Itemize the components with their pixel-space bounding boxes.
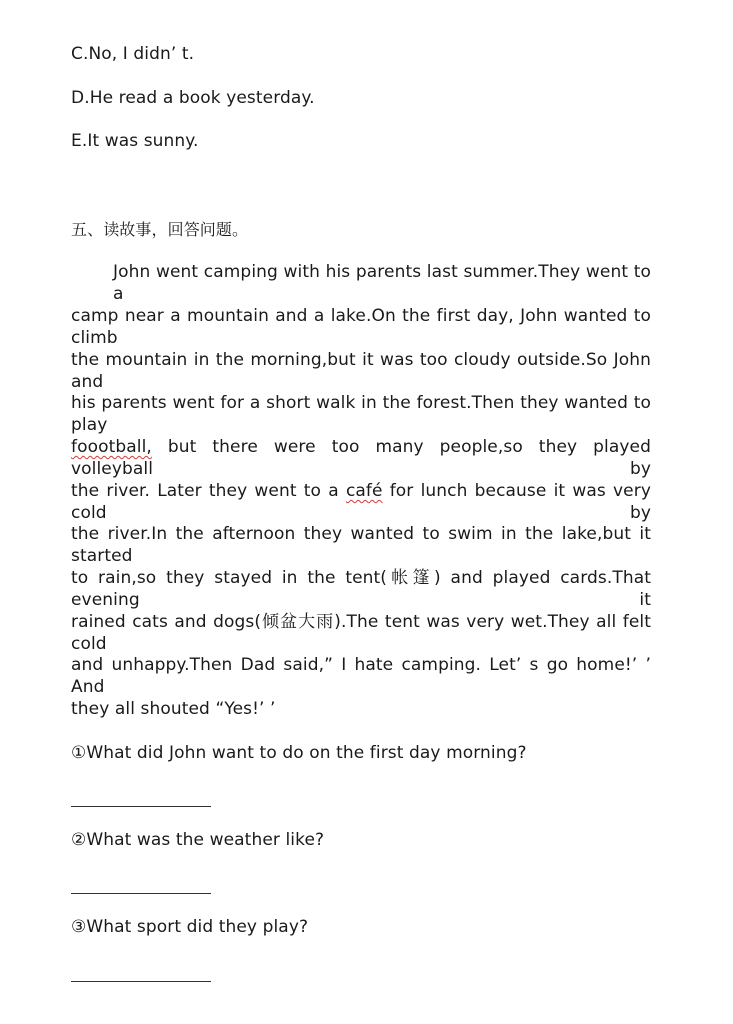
story-line-5-rest: but there were too many people,so they played volleyball by bbox=[71, 437, 651, 479]
option-e: E.It was sunny. bbox=[71, 131, 199, 151]
answer-blank-2[interactable] bbox=[71, 893, 211, 894]
story-line-9: rained cats and dogs(倾盆大雨).The tent was very wet.They all felt cold bbox=[71, 612, 651, 654]
question-3: ③What sport did they play? bbox=[71, 917, 309, 937]
story-line-8: to rain,so they stayed in the tent(帐篷) and played cards.That evening it bbox=[71, 568, 651, 610]
section-title: 五、读故事，回答问题。 bbox=[71, 220, 249, 239]
story-line-6-post: for lunch because it was very cold by bbox=[71, 481, 651, 523]
story-line-10: and unhappy.Then Dad said,” I hate camping. Let’ s go home!’ ’ And bbox=[71, 655, 651, 697]
story-line-3: the mountain in the morning,but it was too cloudy outside.So John and bbox=[71, 350, 651, 392]
story-line-6-pre: the river. Later they went to a bbox=[71, 481, 346, 501]
answer-blank-3[interactable] bbox=[71, 981, 211, 982]
story-line-2: camp near a mountain and a lake.On the first day, John wanted to climb bbox=[71, 306, 651, 348]
story-line-7: the river.In the afternoon they wanted to swim in the lake,but it started bbox=[71, 524, 651, 566]
flagged-word: café bbox=[345, 481, 383, 501]
question-1: ①What did John want to do on the first day morning? bbox=[71, 743, 527, 763]
story-line-4: his parents went for a short walk in the forest.Then they wanted to play bbox=[71, 393, 651, 435]
story-line-5 bbox=[71, 436, 651, 480]
option-c: C.No, I didn’ t. bbox=[71, 44, 195, 64]
option-d: D.He read a book yesterday. bbox=[71, 88, 315, 108]
misspelled-word: foootball, bbox=[71, 437, 152, 457]
story-line-11: they all shouted “Yes!’ ’ bbox=[71, 699, 276, 719]
answer-blank-1[interactable] bbox=[71, 806, 211, 807]
question-2: ②What was the weather like? bbox=[71, 830, 325, 850]
story-line-6 bbox=[71, 480, 651, 524]
story-line-1: John went camping with his parents last summer.They went to a bbox=[113, 262, 651, 304]
